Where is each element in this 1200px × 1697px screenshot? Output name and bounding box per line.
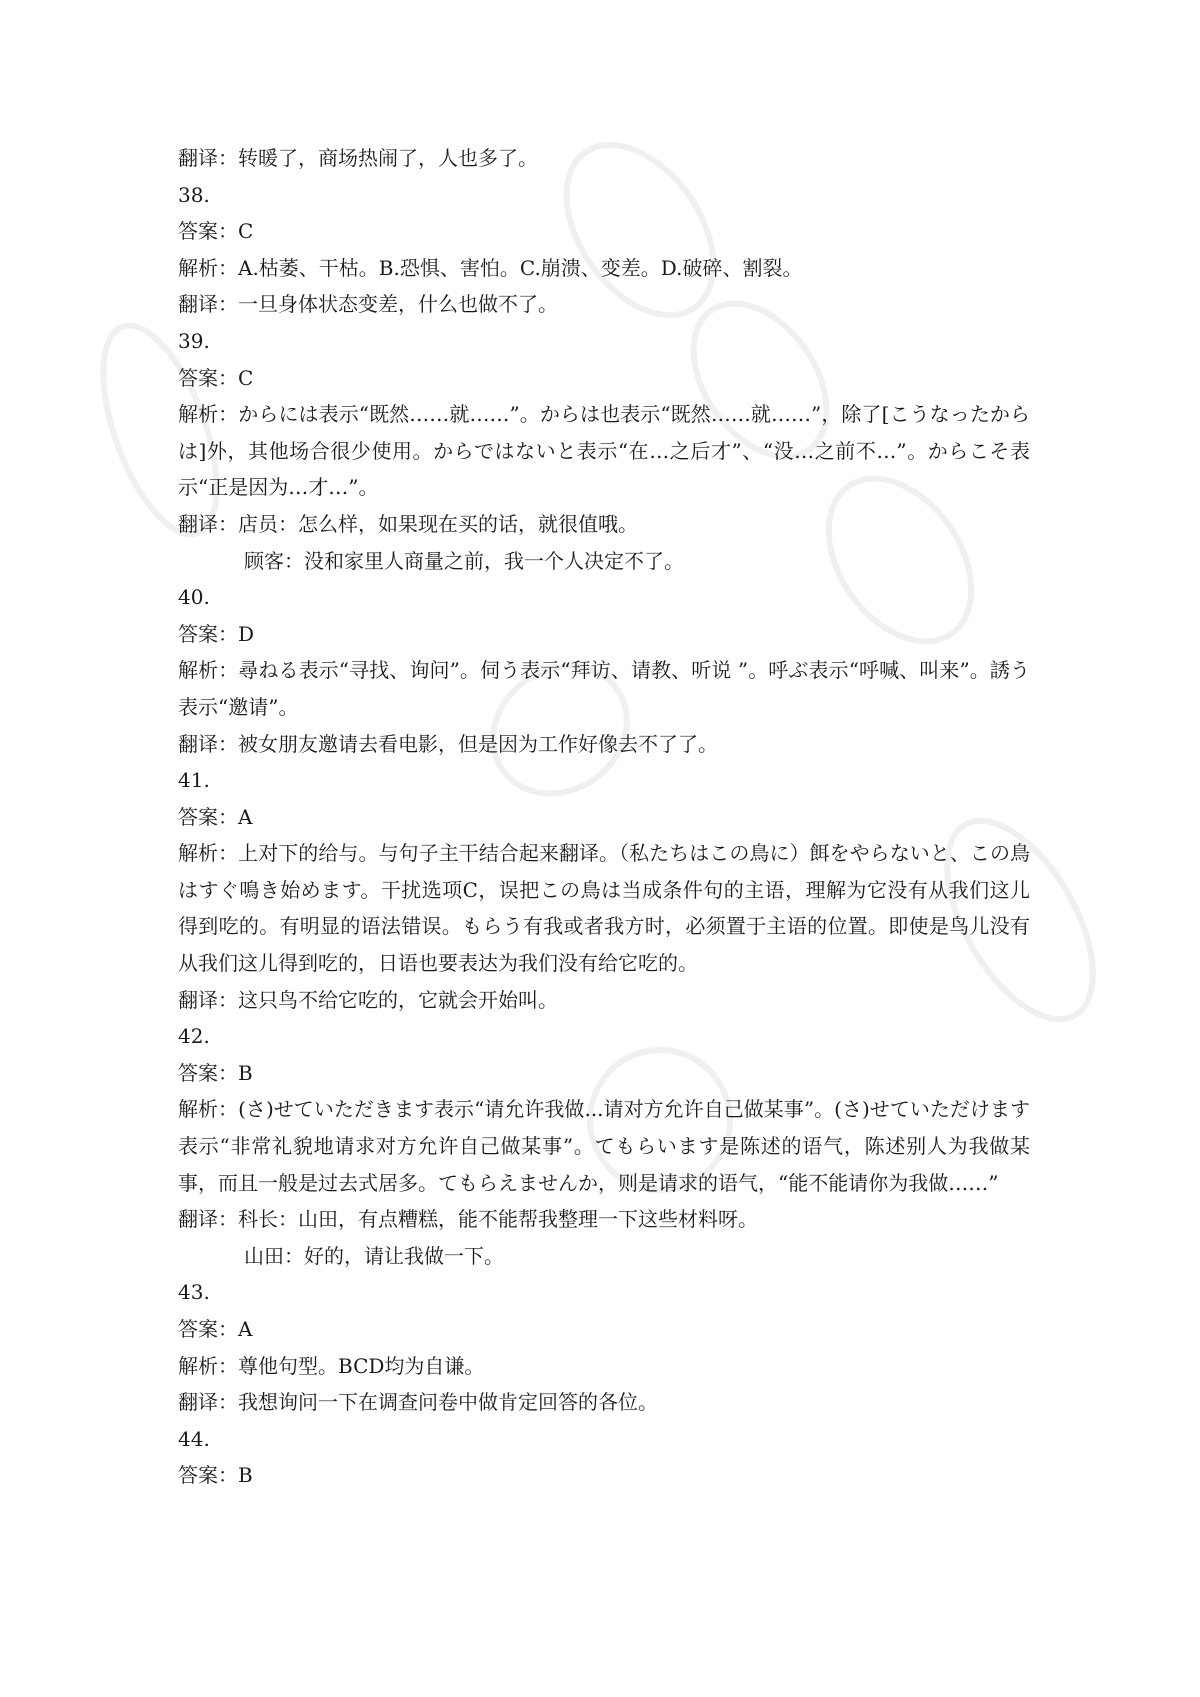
explanation-label: 解析：	[178, 1353, 238, 1378]
question-number-43: 43.	[178, 1280, 210, 1305]
explanation-text: 尋ねる表示“寻找、询问”。伺う表示“拜访、请教、听说 ”。呼ぶ表示“呼喊、叫来”。誘う表示“邀请”。	[178, 658, 1030, 719]
explanation-label: 解析：	[178, 841, 239, 866]
answer-41	[178, 799, 1030, 836]
translation-text: 我想询问一下在调查问卷中做肯定回答的各位。	[238, 1390, 658, 1415]
answer-value: C	[238, 365, 254, 390]
translation-label: 翻译：	[178, 292, 238, 317]
answer-label: 答案：	[178, 365, 238, 390]
explanation-text: (さ)せていただきます表示“请允许我做...请对方允许自己做某事”。(さ)せていただけます表示“非常礼貌地请求对方允许自己做某事”。てもらいます是陈述的语气，陈述别人为我做某事，而且一般是过去式居多。てもらえませんか，则是请求的语气，“能不能请你为我做……”	[178, 1097, 1031, 1195]
explanation-38	[178, 250, 1030, 287]
question-number-38: 38.	[178, 182, 210, 207]
translation-text: 被女朋友邀请去看电影，但是因为工作好像去不了了。	[238, 731, 718, 756]
explanation-label: 解析：	[178, 658, 239, 683]
translation-label: 翻译：	[178, 1390, 238, 1415]
answer-value: A	[238, 804, 253, 829]
answer-44	[178, 1457, 1030, 1494]
explanation-text: A.枯萎、干枯。B.恐惧、害怕。C.崩溃、变差。D.破碎、割裂。	[238, 255, 803, 280]
translation-text: 一旦身体状态变差，什么也做不了。	[238, 292, 558, 317]
translation-39-line2: 顾客：没和家里人商量之前，我一个人决定不了。	[244, 548, 684, 573]
translation-label: 翻译：	[178, 146, 238, 170]
answer-value: C	[238, 219, 254, 244]
translation-text: 转暖了，商场热闹了，人也多了。	[238, 146, 538, 170]
explanation-41	[178, 835, 1030, 981]
answer-value: B	[238, 1463, 253, 1488]
explanation-39	[178, 396, 1030, 506]
answer-43	[178, 1311, 1030, 1348]
translation-41	[178, 982, 1030, 1019]
answer-value: B	[238, 1060, 253, 1085]
answer-label: 答案：	[178, 1463, 238, 1488]
translation-text: 这只鸟不给它吃的，它就会开始叫。	[238, 987, 558, 1012]
answer-label: 答案：	[178, 1317, 238, 1341]
answer-40	[178, 616, 1030, 653]
translation-text: 店员：怎么样，如果现在买的话，就很值哦。	[238, 511, 638, 536]
translation-label: 翻译：	[178, 987, 238, 1012]
question-number-41: 41.	[178, 768, 210, 793]
translation-42-line2: 山田：好的，请让我做一下。	[244, 1243, 504, 1268]
question-number-39: 39.	[178, 328, 210, 353]
answer-42	[178, 1055, 1030, 1092]
translation-text: 科长：山田，有点糟糕，能不能帮我整理一下这些材料呀。	[238, 1207, 758, 1232]
translation-42-line1	[178, 1201, 1030, 1238]
translation-label: 翻译：	[178, 1207, 238, 1232]
question-number-40: 40.	[178, 585, 210, 610]
translation-38	[178, 286, 1030, 323]
question-number-44: 44.	[178, 1426, 210, 1451]
answer-value: D	[238, 621, 255, 646]
explanation-text: 上对下的给与。与句子主干结合起来翻译。（私たちはこの鳥に）餌をやらないと、この鳥はすぐ鳴き始めます。干扰选项C，误把この鳥は当成条件句的主语，理解为它没有从我们这儿得到吃的。有明显的语法错误。もらう有我或者我方时，必须置于主语的位置。即使是鸟儿没有从我们这儿得到吃的，日语也要表达为我们没有给它吃的。	[178, 841, 1031, 976]
translation-40	[178, 726, 1030, 763]
answer-38	[178, 213, 1030, 250]
explanation-text: からには表示“既然……就……”。からは也表示“既然……就……”，除了[こうなったからは]外，其他场合很少使用。からではないと表示“在…之后才”、“没…之前不…”。からこそ表示“正是因为…才…”。	[178, 402, 1031, 500]
question-number-42: 42.	[178, 1024, 210, 1049]
translation-43	[178, 1384, 1030, 1421]
answer-label: 答案：	[178, 621, 238, 646]
explanation-label: 解析：	[178, 1097, 239, 1122]
answer-value: A	[238, 1317, 253, 1341]
explanation-label: 解析：	[178, 402, 239, 427]
pre-translation	[178, 140, 1030, 177]
explanation-label: 解析：	[178, 255, 238, 280]
translation-label: 翻译：	[178, 511, 238, 536]
explanation-text: 尊他句型。BCD均为自谦。	[238, 1353, 485, 1378]
explanation-40	[178, 652, 1030, 725]
answer-label: 答案：	[178, 219, 238, 244]
translation-39-line1	[178, 506, 1030, 543]
translation-label: 翻译：	[178, 731, 238, 756]
explanation-42	[178, 1091, 1030, 1201]
answer-label: 答案：	[178, 1060, 238, 1085]
answer-label: 答案：	[178, 804, 238, 829]
explanation-43	[178, 1348, 1030, 1385]
answer-39	[178, 360, 1030, 397]
